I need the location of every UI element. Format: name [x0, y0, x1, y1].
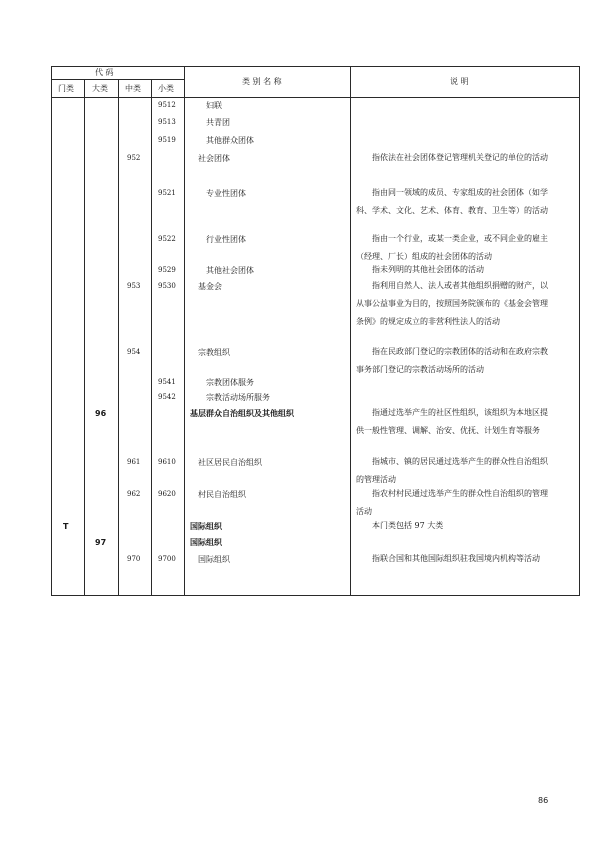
- page-number: 86: [538, 796, 549, 805]
- category-description: 指在民政部门登记的宗教团体的活动和在政府宗教事务部门登记的宗教活动场所的活动: [356, 347, 548, 374]
- minor-code: 9620: [158, 490, 176, 498]
- major-code: 97: [95, 538, 107, 547]
- category-description: 指联合国和其他国际组织驻我国境内机构等活动: [372, 554, 540, 563]
- category-name: 宗教团体服务: [206, 378, 254, 387]
- minor-code: 9610: [158, 458, 176, 466]
- category-description: 指依法在社会团体登记管理机关登记的单位的活动: [372, 153, 548, 162]
- category-description: 指城市、镇的居民通过选举产生的群众性自治组织的管理活动: [356, 457, 548, 484]
- minor-code: 9700: [158, 555, 176, 563]
- header-zhong: 中类: [125, 84, 141, 93]
- category-name: 共青团: [206, 118, 230, 127]
- category-description: 本门类包括 97 大类: [372, 521, 444, 530]
- major-code: 96: [95, 409, 107, 418]
- category-name: 国际组织: [190, 538, 222, 547]
- category-name: 国际组织: [198, 555, 230, 564]
- category-description: 指利用自然人、法人或者其他组织捐赠的财产，以从事公益事业为目的，按照国务院颁布的《基金会管理条例》的规定成立的非营利性法人的活动: [356, 281, 548, 326]
- header-men: 门类: [58, 84, 74, 93]
- minor-code: 9519: [158, 136, 176, 144]
- category-name: 宗教组织: [198, 348, 230, 357]
- header-code: 代 码: [95, 68, 114, 77]
- minor-code: 9521: [158, 189, 176, 197]
- header-name: 类 别 名 称: [242, 77, 282, 86]
- category-name: 基金会: [198, 282, 222, 291]
- minor-code: 9529: [158, 266, 176, 274]
- category-name: 基层群众自治组织及其他组织: [190, 409, 294, 418]
- minor-code: 9541: [158, 378, 176, 386]
- category-name: 其他群众团体: [206, 136, 254, 145]
- middle-code: 954: [127, 348, 141, 356]
- minor-code: 9512: [158, 101, 176, 109]
- category-name: 宗教活动场所服务: [206, 393, 270, 402]
- category-name: 行业性团体: [206, 235, 246, 244]
- header-da: 大类: [92, 84, 108, 93]
- classification-table: [51, 66, 580, 596]
- header-xiao: 小类: [158, 84, 174, 93]
- middle-code: 962: [127, 490, 141, 498]
- middle-code: 970: [127, 555, 141, 563]
- category-name: 其他社会团体: [206, 266, 254, 275]
- category-name: 社区居民自治组织: [198, 458, 262, 467]
- category-description: 指农村村民通过选举产生的群众性自治组织的管理活动: [356, 489, 548, 516]
- category-name: 国际组织: [190, 522, 222, 531]
- header-desc: 说 明: [450, 77, 469, 86]
- section-code: T: [63, 522, 69, 531]
- minor-code: 9522: [158, 235, 176, 243]
- category-description: 指由一个行业，或某一类企业，或不同企业的雇主（经理、厂长）组成的社会团体的活动: [356, 234, 548, 261]
- minor-code: 9530: [158, 282, 176, 290]
- minor-code: 9513: [158, 118, 176, 126]
- category-name: 社会团体: [198, 154, 230, 163]
- category-name: 村民自治组织: [198, 490, 246, 499]
- middle-code: 961: [127, 458, 141, 466]
- middle-code: 952: [127, 154, 141, 162]
- minor-code: 9542: [158, 393, 176, 401]
- category-description: 指通过选举产生的社区性组织，该组织为本地区提供一般性管理、调解、治安、优抚、计划生育等服务: [356, 408, 548, 435]
- category-description: 指由同一领域的成员、专家组成的社会团体（如学科、学术、文化、艺术、体育、教育、卫生等）的活动: [356, 188, 548, 215]
- middle-code: 953: [127, 282, 141, 290]
- category-description: 指未列明的其他社会团体的活动: [372, 265, 484, 274]
- category-name: 专业性团体: [206, 189, 246, 198]
- category-name: 妇联: [206, 101, 222, 110]
